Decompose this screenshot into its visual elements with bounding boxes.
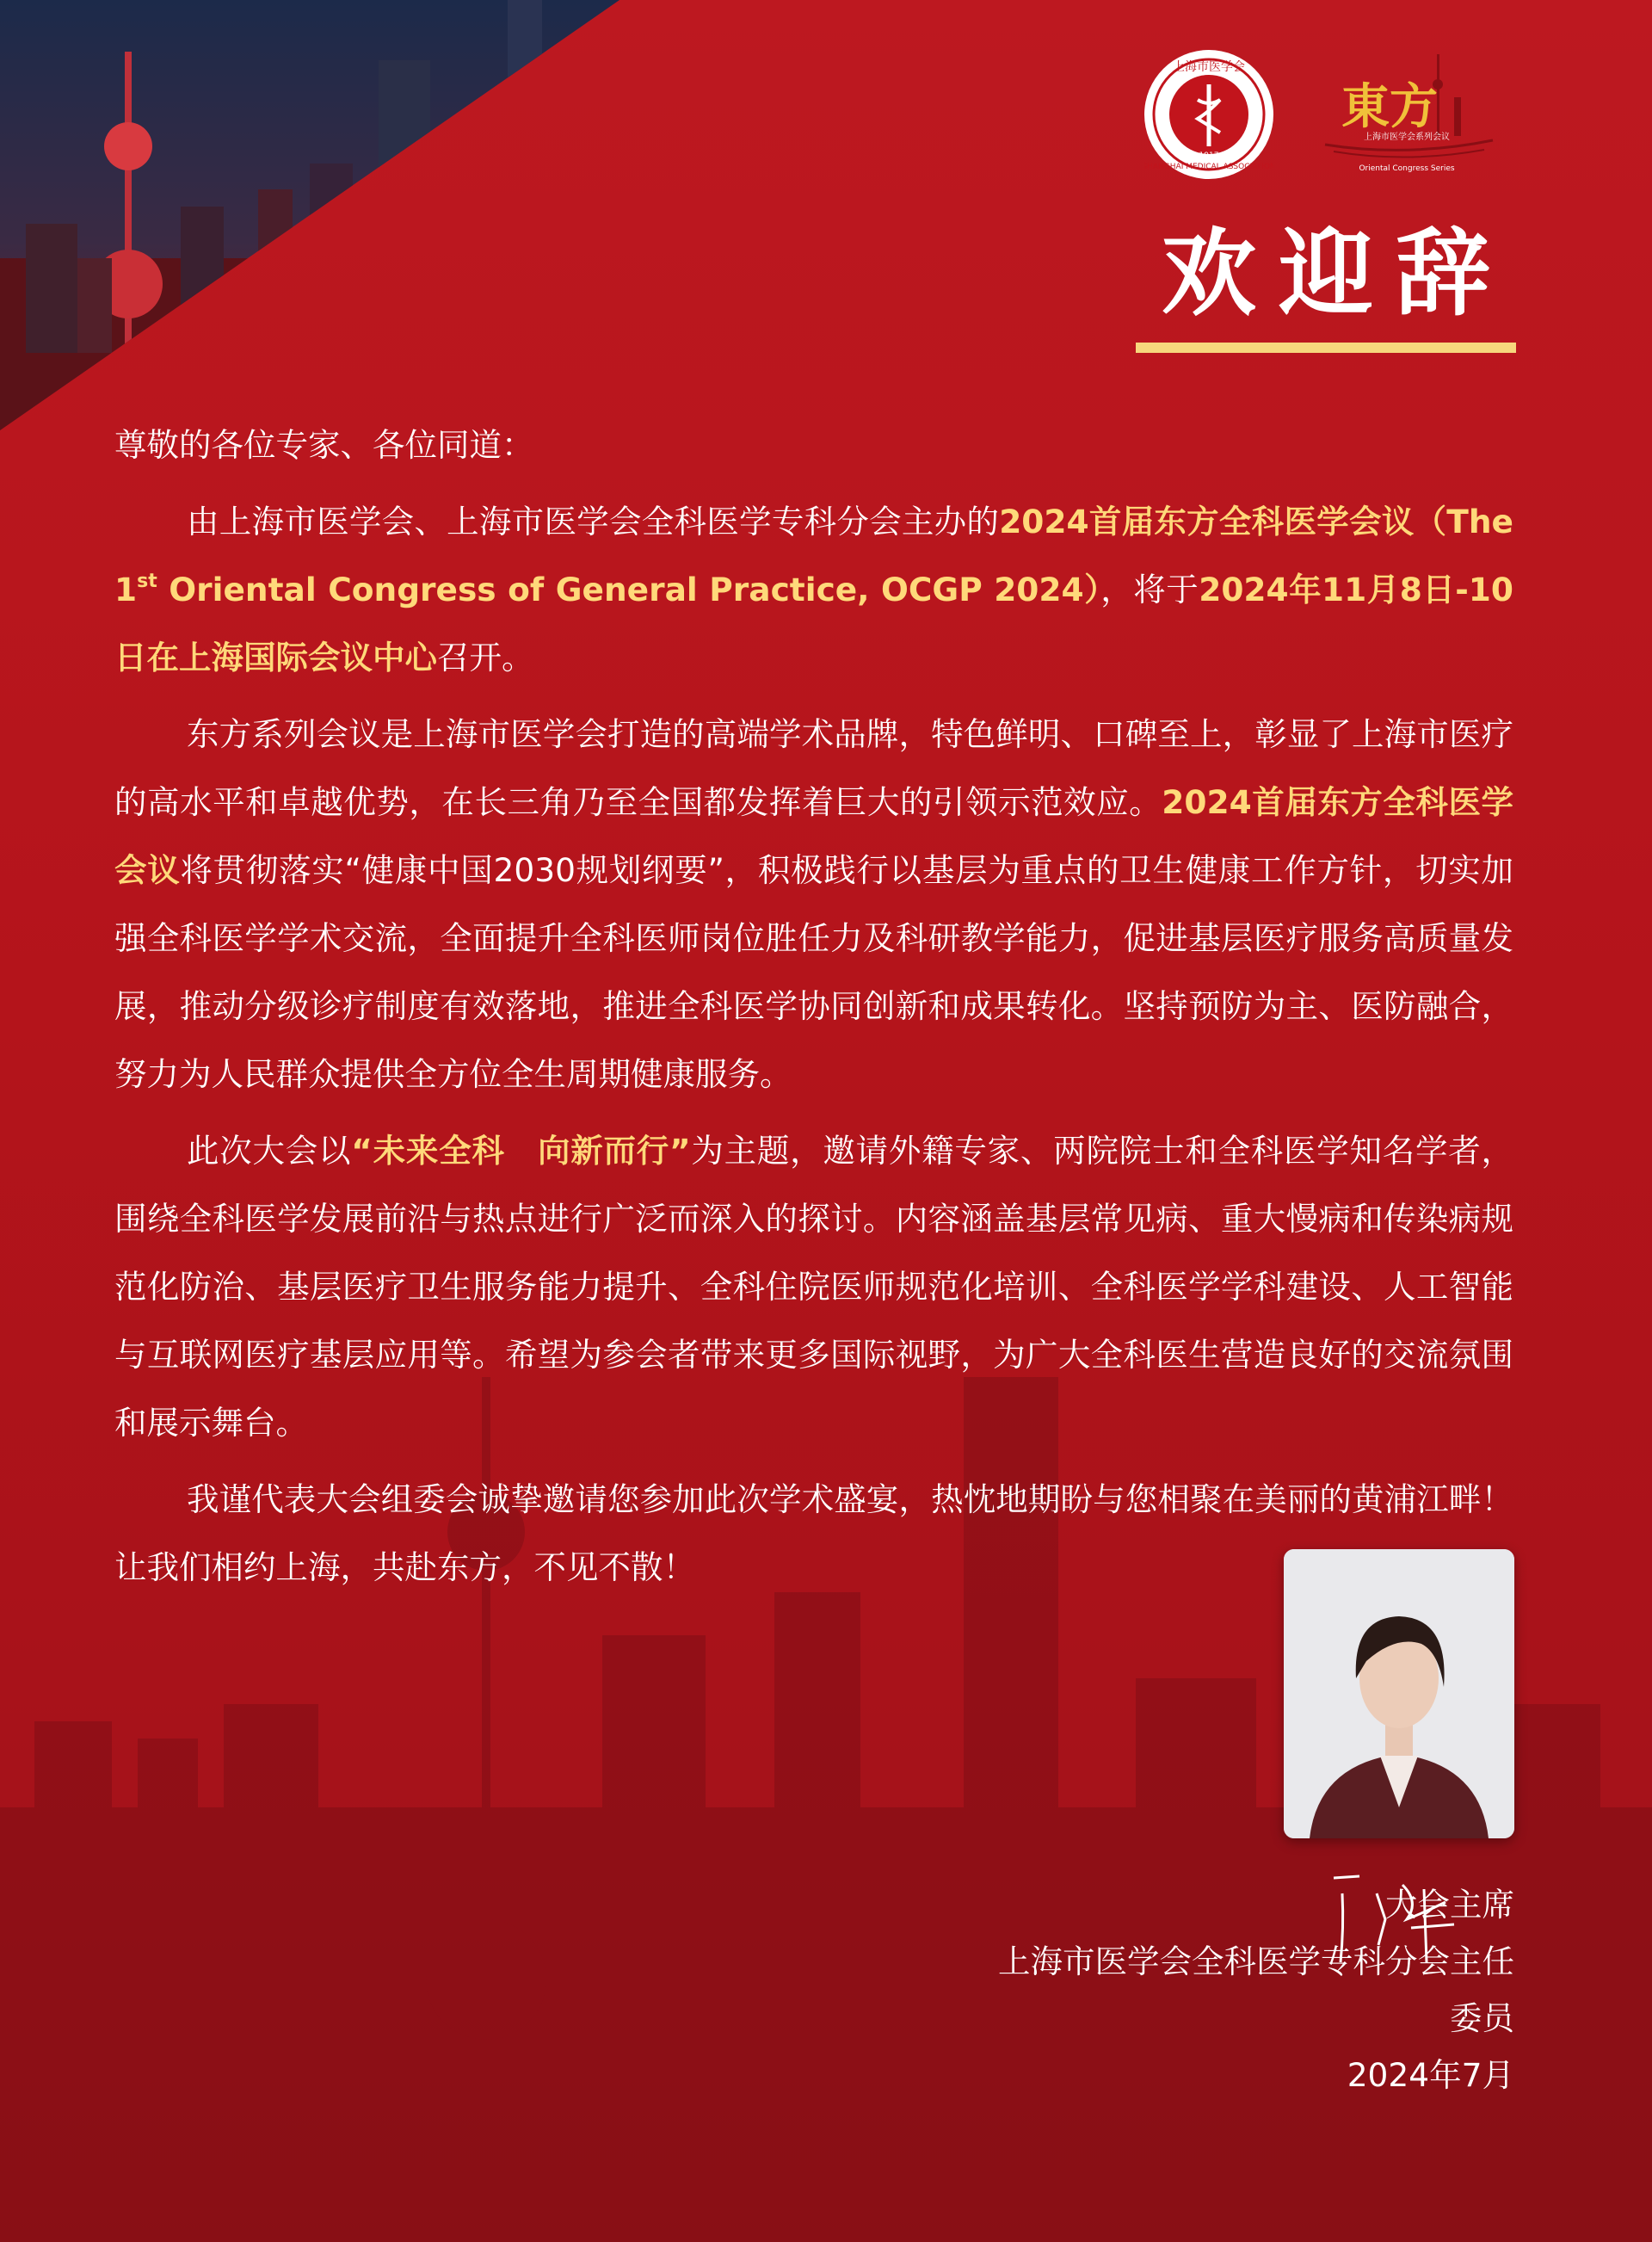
para1-text-1: 由上海市医学会、上海市医学会全科医学专科分会主办的: [187, 503, 1000, 540]
paragraph-4: 我谨代表大会组委会诚挚邀请您参加此次学术盛宴，热忱地期盼与您相聚在美丽的黄浦江畔！让我们相约上海，共赴东方，不见不散！: [114, 1480, 1513, 1586]
signoff-role: 大会主席: [1385, 1886, 1514, 1924]
logo-dongfang-text: 東方: [1341, 78, 1438, 135]
logo-sma-year: 1917: [1199, 151, 1219, 160]
para2-highlight: 2024首届东方全科医学会议: [114, 783, 1513, 889]
para2-text-2: 将贯彻落实“健康中国2030规划纲要”，积极践行以基层为重点的卫生健康工作方针，切实加强全科医学学术交流，全面提升全科医师岗位胜任力及科研教学能力，促进基层医疗服务高质量发展，推动分级诊疗制度有效落地，推进全科医学协同创新和成果转化。坚持预防为主、医防融合，努力为人民群众提供全方位全生周期健康服务。: [114, 851, 1514, 1093]
logo-dongfang-subtitle-en: Oriental Congress Series: [1359, 164, 1455, 173]
salutation: 尊敬的各位专家、各位同道：: [114, 426, 534, 464]
para1-text-2: ，将于: [1100, 571, 1199, 608]
para3-text-2: 为主题，邀请外籍专家、两院院士和全科医学知名学者，围绕全科医学发展前沿与热点进行广泛而深入的探讨。内容涵盖基层常见病、重大慢病和传染病规范化防治、基层医疗卫生服务能力提升、全科住院医师规范化培训、全科医学学科建设、人工智能与互联网医疗基层应用等。希望为参会者带来更多国际视野，为广大全科医生营造良好的交流氛围和展示舞台。: [114, 1132, 1513, 1442]
chair-portrait-photo: [1284, 1549, 1514, 1838]
signoff-organization: 上海市医学会全科医学专科分会主任委员: [998, 1942, 1514, 2037]
para1-text-3: 召开。: [437, 639, 534, 676]
signoff-date: 2024年7月: [1347, 2056, 1514, 2094]
logo-sma-text-bottom: SHANGHAI MEDICAL ASSOCIATION: [1144, 163, 1273, 171]
para3-highlight: “未来全科 向新而行”: [351, 1132, 691, 1170]
skyline-photo-top: [0, 0, 620, 439]
para1-highlight-1-text-b: Oriental Congress of General Practice, OCGP 2024）: [157, 571, 1101, 608]
title-underline: [1136, 343, 1516, 353]
para1-superscript: st: [137, 571, 157, 592]
logo-group: [1144, 50, 1506, 179]
para2-text-1: 东方系列会议是上海市医学会打造的高端学术品牌，特色鲜明、口碑至上，彰显了上海市医疗的高水平和卓越优势，在长三角乃至全国都发挥着巨大的引领示范效应。: [114, 715, 1513, 821]
para1-highlight-2: 2024年11月8日-10日在上海国际会议中心: [114, 571, 1513, 676]
logo-dongfang-subtitle: 上海市医学会系列会议: [1364, 133, 1450, 142]
para3-text-1: 此次大会以: [187, 1132, 352, 1170]
title-block: [1136, 219, 1516, 353]
letter-body: [114, 411, 1513, 1610]
logo-sma-text-top: 上海市医学会: [1173, 60, 1245, 74]
signoff-block: [998, 1876, 1514, 2103]
para1-highlight-1-text: 2024首届东方全科医学会议（The 1: [114, 503, 1513, 608]
paragraph-2: [114, 701, 1513, 1109]
shanghai-medical-association-logo: [1144, 50, 1273, 179]
dongfang-congress-logo: [1308, 50, 1506, 179]
paragraph-3: [114, 1117, 1513, 1457]
paragraph-1: [114, 488, 1513, 692]
page-title: 欢迎辞: [1162, 219, 1513, 329]
